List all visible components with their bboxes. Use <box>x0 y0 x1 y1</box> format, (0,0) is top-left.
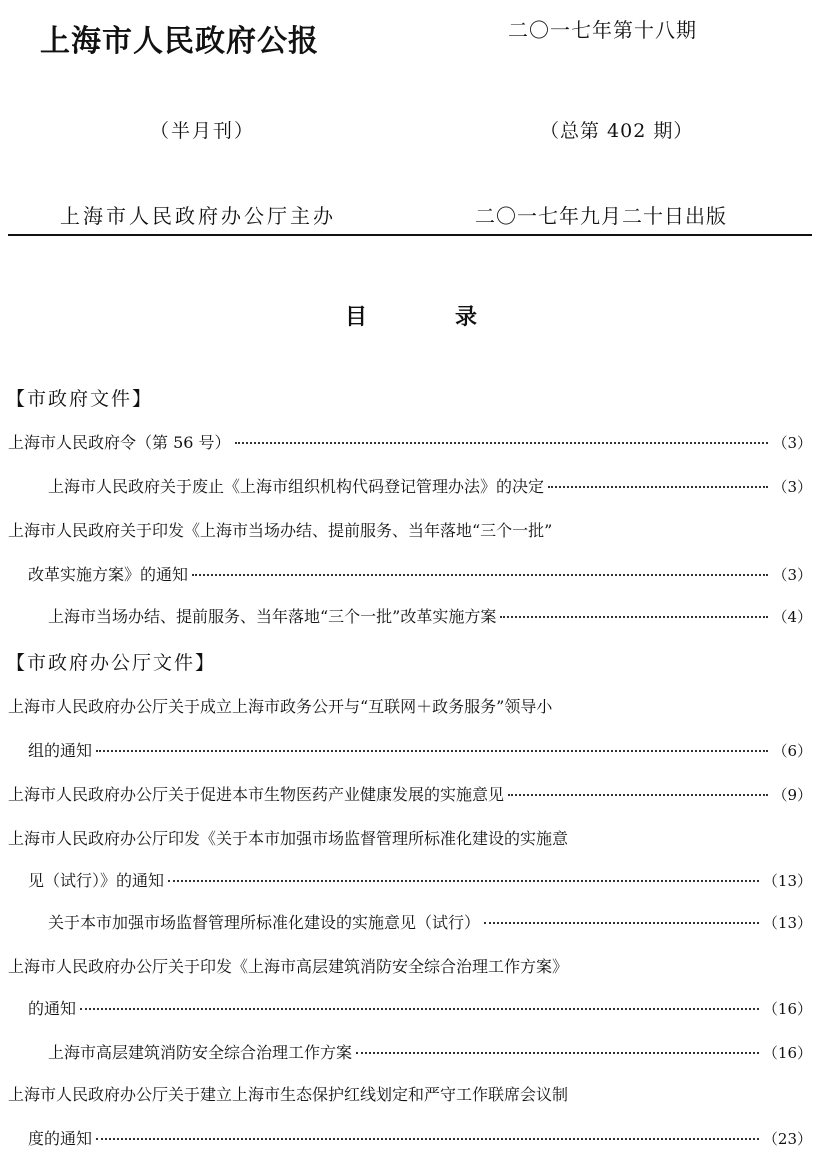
toc-entry[interactable] <box>28 738 812 761</box>
publication-frequency: （半月刊） <box>150 120 256 142</box>
toc-entry-title: 上海市人民政府关于废止《上海市组织机构代码登记管理办法》的决定 <box>48 477 545 496</box>
gazette-title: 上海市人民政府公报 <box>40 24 319 59</box>
dot-leader <box>80 1008 759 1010</box>
toc-entry[interactable] <box>48 604 812 627</box>
toc-entry[interactable] <box>28 1126 812 1149</box>
header-divider <box>8 234 812 236</box>
toc-entry[interactable] <box>28 868 812 891</box>
toc-entry-title: 上海市人民政府办公厅关于促进本市生物医药产业健康发展的实施意见 <box>8 785 505 804</box>
toc-entry[interactable] <box>28 562 812 585</box>
toc-page-number: （4） <box>772 608 812 626</box>
toc-entry[interactable] <box>8 430 812 453</box>
dot-leader <box>235 442 769 444</box>
dot-leader <box>356 1052 759 1054</box>
dot-leader <box>168 880 759 882</box>
toc-page-number: （3） <box>772 478 812 496</box>
toc-entry-title: 上海市人民政府令（第 56 号） <box>8 433 231 452</box>
publication-date: 二〇一七年九月二十日出版 <box>475 204 727 228</box>
dot-leader <box>192 574 768 576</box>
section-heading: 【市政府文件】 <box>6 388 154 410</box>
toc-entry-title: 上海市人民政府办公厅关于印发《上海市高层建筑消防安全综合治理工作方案》 <box>8 957 569 976</box>
toc-entry[interactable] <box>48 474 812 497</box>
toc-entry[interactable] <box>48 910 812 933</box>
toc-entry[interactable] <box>8 954 568 977</box>
toc-page-number: （13） <box>762 872 812 890</box>
issue-number: 二〇一七年第十八期 <box>508 18 697 42</box>
section-heading: 【市政府办公厅文件】 <box>6 652 217 674</box>
toc-heading-part2: 录 <box>455 305 478 330</box>
toc-page-number: （13） <box>762 914 812 932</box>
sponsor: 上海市人民政府办公厅主办 <box>60 204 336 228</box>
toc-entry[interactable] <box>8 782 812 805</box>
dot-leader <box>96 750 768 752</box>
toc-entry-title: 关于本市加强市场监督管理所标准化建设的实施意见（试行） <box>48 913 481 932</box>
dot-leader <box>500 616 768 618</box>
total-issue-number: （总第 402 期） <box>540 120 694 142</box>
dot-leader <box>96 1138 759 1140</box>
toc-entry-title: 上海市人民政府关于印发《上海市当场办结、提前服务、当年落地“三个一批” <box>8 521 553 540</box>
toc-page-number: （16） <box>762 1044 812 1062</box>
toc-page-number: （16） <box>762 1000 812 1018</box>
toc-entry-title: 度的通知 <box>28 1129 93 1148</box>
toc-entry-title: 上海市当场办结、提前服务、当年落地“三个一批”改革实施方案 <box>48 607 497 626</box>
dot-leader <box>484 922 759 924</box>
toc-page-number: （6） <box>772 742 812 760</box>
toc-entry-title: 见（试行）》的通知 <box>28 871 165 890</box>
toc-entry-title: 上海市人民政府办公厅关于建立上海市生态保护红线划定和严守工作联席会议制 <box>8 1085 569 1104</box>
toc-page-number: （3） <box>772 434 812 452</box>
toc-entry[interactable] <box>28 996 812 1019</box>
toc-heading-part1: 目 <box>345 305 368 330</box>
dot-leader <box>548 486 768 488</box>
toc-entry[interactable] <box>8 694 552 717</box>
toc-page-number: （23） <box>762 1130 812 1148</box>
toc-page-number: （9） <box>772 786 812 804</box>
toc-entry[interactable] <box>8 826 568 849</box>
dot-leader <box>508 794 768 796</box>
toc-entry-title: 组的通知 <box>28 741 93 760</box>
toc-entry-title: 改革实施方案》的通知 <box>28 565 189 584</box>
toc-entry[interactable] <box>8 518 552 541</box>
toc-entry-title: 上海市高层建筑消防安全综合治理工作方案 <box>48 1043 353 1062</box>
toc-entry-title: 上海市人民政府办公厅印发《关于本市加强市场监督管理所标准化建设的实施意 <box>8 829 569 848</box>
toc-entry[interactable] <box>48 1040 812 1063</box>
toc-entry-title: 上海市人民政府办公厅关于成立上海市政务公开与“互联网＋政务服务”领导小 <box>8 697 553 716</box>
toc-entry-title: 的通知 <box>28 999 77 1018</box>
toc-page-number: （3） <box>772 566 812 584</box>
toc-entry[interactable] <box>8 1082 568 1105</box>
